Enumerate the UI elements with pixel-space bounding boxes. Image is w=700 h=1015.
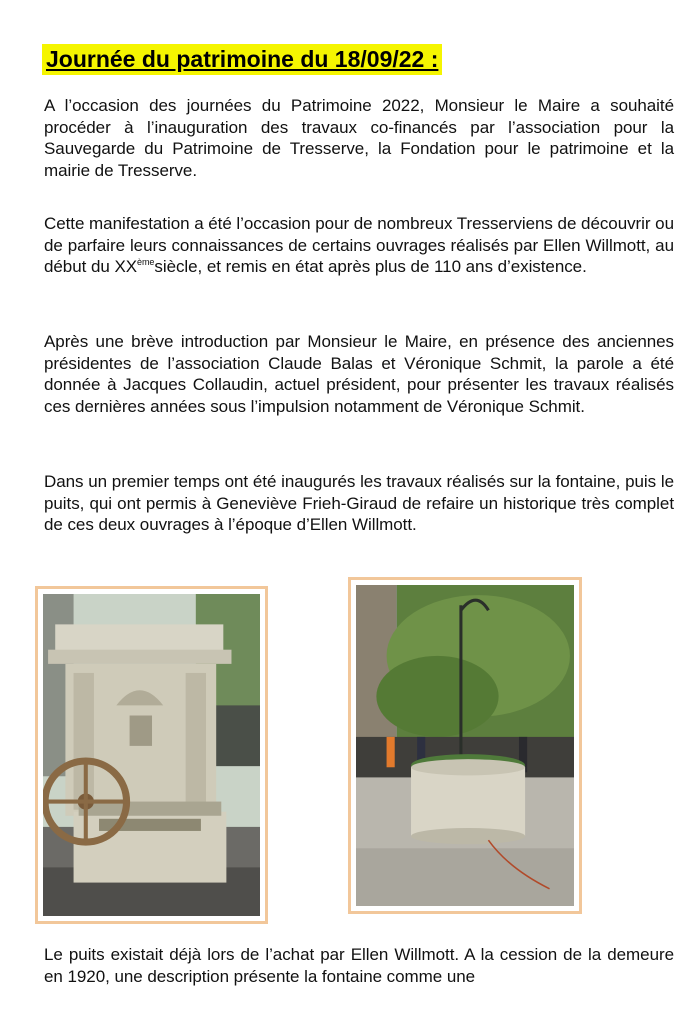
page-title: Journée du patrimoine du 18/09/22 : (42, 44, 442, 75)
photo-well (348, 577, 582, 914)
fountain-illustration (43, 594, 260, 916)
well-illustration (356, 585, 574, 906)
paragraph-event (44, 213, 674, 278)
paragraph-event-text-end: siècle, et remis en état après plus de 110 ans d’existence. (154, 257, 587, 276)
paragraph-well-history: Le puits existait déjà lors de l’achat par Ellen Willmott. A la cession de la demeure en 1920, une description présente la fontaine comme une (44, 945, 674, 986)
paragraph-speeches: Après une brève introduction par Monsieur le Maire, en présence des anciennes présidentes de l’association Claude Balas et Véronique Schmit, la parole a été donnée à Jacques Collaudin, actuel président, pour présenter les travaux réalisés ces dernières années sous l’impulsion notamment de Véronique Schmit. (44, 332, 674, 416)
paragraph-intro: A l’occasion des journées du Patrimoine 2022, Monsieur le Maire a souhaité procéder à l’inauguration des travaux co-financés par l’association pour la Sauvegarde du Patrimoine de Tresserve, la Fondation pour le patrimoine et la mairie de Tresserve. (44, 96, 674, 180)
paragraph-inauguration: Dans un premier temps ont été inaugurés les travaux réalisés sur la fontaine, puis le puits, qui ont permis à Geneviève Frieh-Giraud de refaire un historique très complet de ces deux ouvrages à l’époque d’Ellen Willmott. (44, 472, 674, 534)
paragraph-event-text: Cette manifestation a été l’occasion pour de nombreux Tresserviens de découvrir ou de parfaire leurs connaissances de certains ouvrages réalisés par Ellen Willmott, au début du XX (44, 214, 674, 276)
century-superscript: ème (137, 257, 155, 267)
photo-fountain (35, 586, 268, 924)
